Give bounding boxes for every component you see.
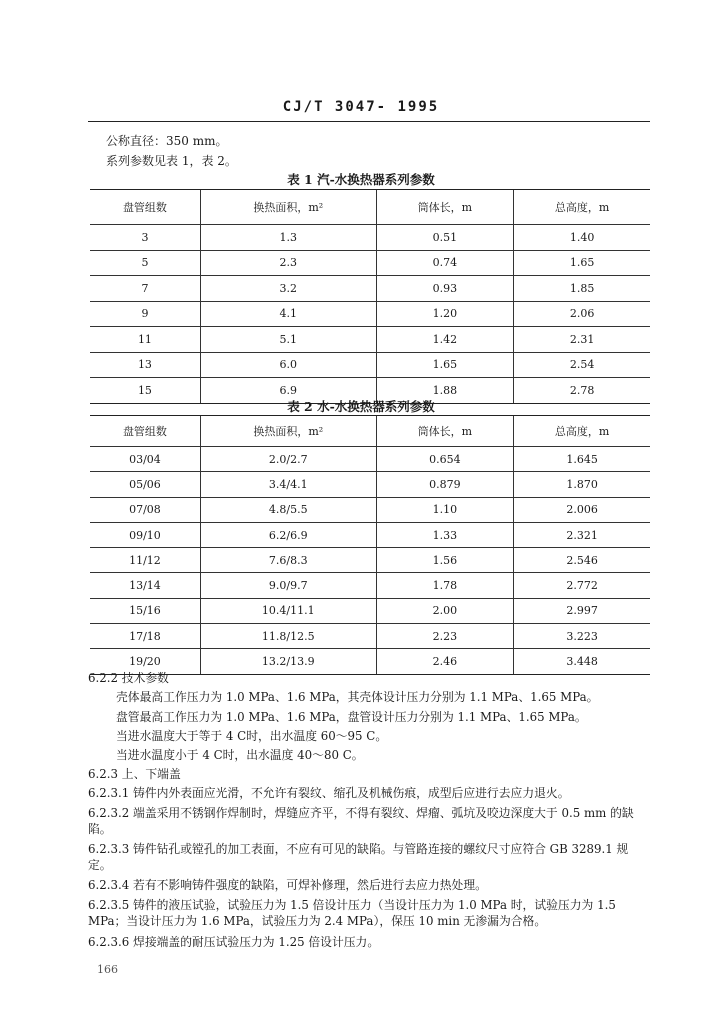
table-cell: 1.870 xyxy=(514,472,650,497)
table-cell: 03/04 xyxy=(90,447,200,472)
section-6-2-2-line-d: 当进水温度小于 4 C时，出水温度 40～80 C。 xyxy=(116,748,364,762)
table-cell: 2.23 xyxy=(376,624,514,649)
column-header: 换热面积，m² xyxy=(200,416,376,447)
table-cell: 1.65 xyxy=(376,352,514,378)
table-cell: 1.10 xyxy=(376,497,514,522)
section-6-2-3-2: 6.2.3.2 端盖采用不锈钢作焊制时，焊缝应齐平，不得有裂纹、焊瘤、弧坑及咬边深度大于 0.5 mm 的缺陷。 xyxy=(88,806,634,836)
section-6-2-3-6: 6.2.3.6 焊接端盖的耐压试验压力为 1.25 倍设计压力。 xyxy=(88,935,380,949)
section-6-2-2-heading: 6.2.2 技术参数 xyxy=(88,671,169,685)
table-cell: 1.78 xyxy=(376,573,514,598)
table1 xyxy=(90,189,650,404)
table-cell: 2.06 xyxy=(514,301,650,327)
table-cell: 6.2/6.9 xyxy=(200,522,376,547)
table-cell: 13.2/13.9 xyxy=(200,649,376,674)
table-row xyxy=(90,522,650,547)
table-cell: 1.3 xyxy=(200,225,376,251)
table-row xyxy=(90,649,650,674)
table-cell: 10.4/11.1 xyxy=(200,598,376,623)
table-cell: 1.65 xyxy=(514,250,650,276)
table-cell: 09/10 xyxy=(90,522,200,547)
table-cell: 3 xyxy=(90,225,200,251)
table-cell: 9.0/9.7 xyxy=(200,573,376,598)
table2 xyxy=(90,415,650,675)
column-header: 总高度，m xyxy=(514,416,650,447)
table-cell: 1.20 xyxy=(376,301,514,327)
table-cell: 0.879 xyxy=(376,472,514,497)
section-6-2-2-line-b: 盘管最高工作压力为 1.0 MPa、1.6 MPa，盘管设计压力分别为 1.1 MPa、1.65 MPa。 xyxy=(116,710,587,724)
table-cell: 0.74 xyxy=(376,250,514,276)
table-cell: 6.0 xyxy=(200,352,376,378)
section-6-2-2-line-c: 当进水温度大于等于 4 C时，出水温度 60～95 C。 xyxy=(116,729,388,743)
section-6-2-3-4: 6.2.3.4 若有不影响铸件强度的缺陷，可焊补修理，然后进行去应力热处理。 xyxy=(88,878,487,892)
table-cell: 2.3 xyxy=(200,250,376,276)
table-cell: 2.006 xyxy=(514,497,650,522)
table2-caption: 表 2 水-水换热器系列参数 xyxy=(287,399,435,414)
table-cell: 13/14 xyxy=(90,573,200,598)
table-cell: 3.223 xyxy=(514,624,650,649)
table-cell: 7 xyxy=(90,276,200,302)
table1-caption: 表 1 汽-水换热器系列参数 xyxy=(287,172,435,187)
column-header: 盘管组数 xyxy=(90,190,200,225)
section-6-2-3-1: 6.2.3.1 铸件内外表面应光滑，不允许有裂纹、缩孔及机械伤痕，成型后应进行去应力退火。 xyxy=(88,786,570,800)
table-row xyxy=(90,352,650,378)
table-cell: 5 xyxy=(90,250,200,276)
table-cell: 1.56 xyxy=(376,548,514,573)
table-cell: 15 xyxy=(90,378,200,404)
table-cell: 9 xyxy=(90,301,200,327)
table-cell: 15/16 xyxy=(90,598,200,623)
table-cell: 2.772 xyxy=(514,573,650,598)
table-cell: 7.6/8.3 xyxy=(200,548,376,573)
table-row xyxy=(90,301,650,327)
table-cell: 0.654 xyxy=(376,447,514,472)
table-row xyxy=(90,573,650,598)
table-cell: 3.2 xyxy=(200,276,376,302)
table-cell: 2.546 xyxy=(514,548,650,573)
table-row xyxy=(90,225,650,251)
table-cell: 05/06 xyxy=(90,472,200,497)
table-cell: 17/18 xyxy=(90,624,200,649)
column-header: 总高度，m xyxy=(514,190,650,225)
table-cell: 4.1 xyxy=(200,301,376,327)
table-row xyxy=(90,447,650,472)
section-6-2-3-heading: 6.2.3 上、下端盖 xyxy=(88,767,181,781)
section-6-2-3-5: 6.2.3.5 铸件的液压试验，试验压力为 1.5 倍设计压力（当设计压力为 1.0 MPa 时，试验压力为 1.5 MPa；当设计压力为 1.6 MPa，试验压力为 2.4 MPa），保压 10 min 无渗漏为合格。 xyxy=(88,898,616,928)
column-header: 换热面积，m² xyxy=(200,190,376,225)
table-cell: 1.42 xyxy=(376,327,514,353)
table-cell: 11 xyxy=(90,327,200,353)
table-cell: 1.40 xyxy=(514,225,650,251)
table-cell: 2.0/2.7 xyxy=(200,447,376,472)
table-cell: 2.00 xyxy=(376,598,514,623)
column-header: 筒体长，m xyxy=(376,190,514,225)
table-cell: 1.33 xyxy=(376,522,514,547)
table-cell: 3.448 xyxy=(514,649,650,674)
table-cell: 6.9 xyxy=(200,378,376,404)
header-rule xyxy=(88,121,650,122)
intro-line-2: 系列参数见表 1，表 2。 xyxy=(106,154,237,168)
table-row xyxy=(90,497,650,522)
table-cell: 1.645 xyxy=(514,447,650,472)
table-cell: 2.78 xyxy=(514,378,650,404)
table-cell: 2.46 xyxy=(376,649,514,674)
table-cell: 1.88 xyxy=(376,378,514,404)
table-row xyxy=(90,327,650,353)
table-cell: 0.51 xyxy=(376,225,514,251)
table-row xyxy=(90,624,650,649)
table-row xyxy=(90,276,650,302)
table-cell: 2.997 xyxy=(514,598,650,623)
page-number: 166 xyxy=(97,963,118,976)
table-cell: 5.1 xyxy=(200,327,376,353)
intro-line-1: 公称直径：350 mm。 xyxy=(106,134,228,148)
table-row xyxy=(90,472,650,497)
table-cell: 07/08 xyxy=(90,497,200,522)
column-header: 筒体长，m xyxy=(376,416,514,447)
table-cell: 19/20 xyxy=(90,649,200,674)
table-cell: 0.93 xyxy=(376,276,514,302)
table-cell: 2.321 xyxy=(514,522,650,547)
table-cell: 2.54 xyxy=(514,352,650,378)
table-cell: 4.8/5.5 xyxy=(200,497,376,522)
table-cell: 11/12 xyxy=(90,548,200,573)
table-cell: 2.31 xyxy=(514,327,650,353)
document-header: CJ/T 3047- 1995 xyxy=(282,99,440,115)
table-row xyxy=(90,598,650,623)
table-cell: 3.4/4.1 xyxy=(200,472,376,497)
table-cell: 11.8/12.5 xyxy=(200,624,376,649)
section-6-2-3-3: 6.2.3.3 铸件钻孔或镗孔的加工表面，不应有可见的缺陷。与管路连接的螺纹尺寸应符合 GB 3289.1 规定。 xyxy=(88,842,629,872)
table-cell: 1.85 xyxy=(514,276,650,302)
section-6-2-2-line-a: 壳体最高工作压力为 1.0 MPa、1.6 MPa，其壳体设计压力分别为 1.1 MPa、1.65 MPa。 xyxy=(116,690,599,704)
column-header: 盘管组数 xyxy=(90,416,200,447)
table-row xyxy=(90,548,650,573)
table-row xyxy=(90,250,650,276)
table-cell: 13 xyxy=(90,352,200,378)
